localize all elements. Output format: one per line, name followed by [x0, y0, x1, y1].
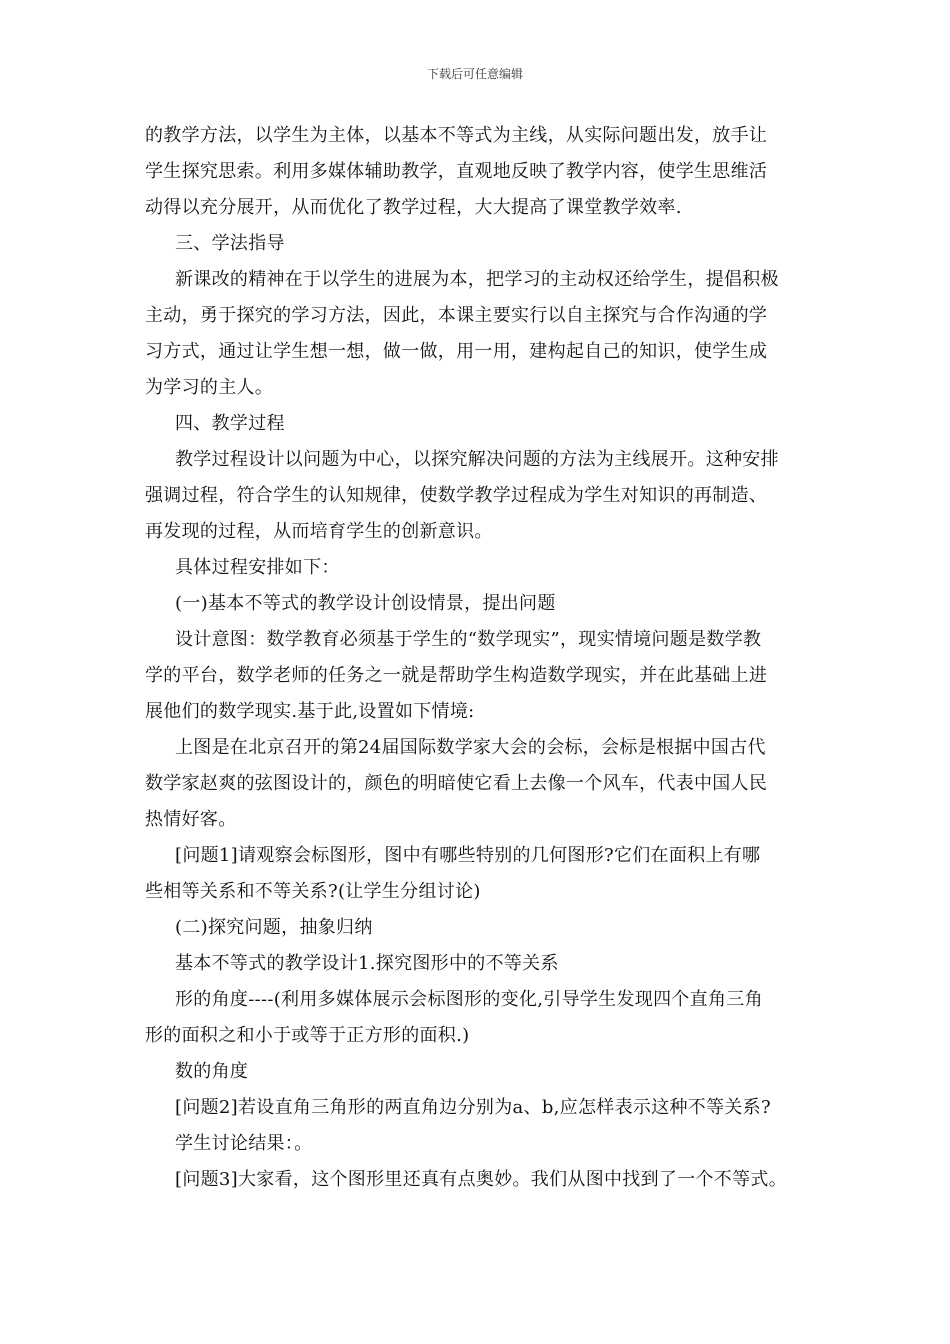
- text-line: 三、学法指导: [175, 233, 285, 254]
- text-line: 些相等关系和不等关系?(让学生分组讨论): [145, 881, 481, 902]
- text-line: 为学习的主人。: [145, 377, 274, 398]
- text-line: [问题3]大家看，这个图形里还真有点奥妙。我们从图中找到了一个不等式。: [175, 1169, 787, 1190]
- text-line: (一)基本不等式的教学设计创设情景，提出问题: [175, 593, 556, 614]
- text-line: 学的平台，数学老师的任务之一就是帮助学生构造数学现实，并在此基础上进: [145, 665, 768, 686]
- text-line: 形的面积之和小于或等于正方形的面积.): [145, 1025, 470, 1046]
- text-line: 习方式，通过让学生想一想，做一做，用一用，建构起自己的知识，使学生成: [145, 341, 768, 362]
- text-line: 数的角度: [175, 1061, 249, 1082]
- text-line: 热情好客。: [145, 809, 237, 830]
- text-line: 动得以充分展开，从而优化了教学过程，大大提高了课堂教学效率.: [145, 197, 682, 218]
- text-line: [问题2]若设直角三角形的两直角边分别为a、b,应怎样表示这种不等关系?: [175, 1097, 771, 1118]
- text-line: 学生讨论结果：。: [175, 1133, 313, 1154]
- text-line: 展他们的数学现实.基于此,设置如下情境:: [145, 701, 475, 722]
- text-line: 设计意图：数学教育必须基于学生的“数学现实”，现实情境问题是数学教: [175, 629, 762, 650]
- document-body: [145, 118, 825, 1198]
- text-line: 基本不等式的教学设计1.探究图形中的不等关系: [175, 953, 559, 974]
- text-line: 再发现的过程，从而培育学生的创新意识。: [145, 521, 493, 542]
- text-line: 学生探究思索。利用多媒体辅助教学，直观地反映了教学内容，使学生思维活: [145, 161, 768, 182]
- text-line: 具体过程安排如下：: [175, 557, 340, 578]
- text-line: 数学家赵爽的弦图设计的，颜色的明暗使它看上去像一个风车，代表中国人民: [145, 773, 768, 794]
- text-line: (二)探究问题，抽象归纳: [175, 917, 373, 938]
- text-line: 主动，勇于探究的学习方法，因此，本课主要实行以自主探究与合作沟通的学: [145, 305, 768, 326]
- text-line: 新课改的精神在于以学生的进展为本，把学习的主动权还给学生，提倡积极: [175, 269, 779, 290]
- text-line: 强调过程，符合学生的认知规律，使数学教学过程成为学生对知识的再制造、: [145, 485, 768, 506]
- page-header: 下载后可任意编辑: [426, 67, 523, 81]
- text-line: [问题1]请观察会标图形，图中有哪些特别的几何图形?它们在面积上有哪: [175, 845, 761, 866]
- text-line: 形的角度----(利用多媒体展示会标图形的变化,引导学生发现四个直角三角: [175, 989, 763, 1010]
- text-line: 上图是在北京召开的第24届国际数学家大会的会标，会标是根据中国古代: [175, 737, 766, 758]
- text-line: 四、教学过程: [175, 413, 285, 434]
- text-line: 教学过程设计以问题为中心，以探究解决问题的方法为主线展开。这种安排: [175, 449, 779, 470]
- text-line: 的教学方法，以学生为主体，以基本不等式为主线，从实际问题出发，放手让: [145, 125, 768, 146]
